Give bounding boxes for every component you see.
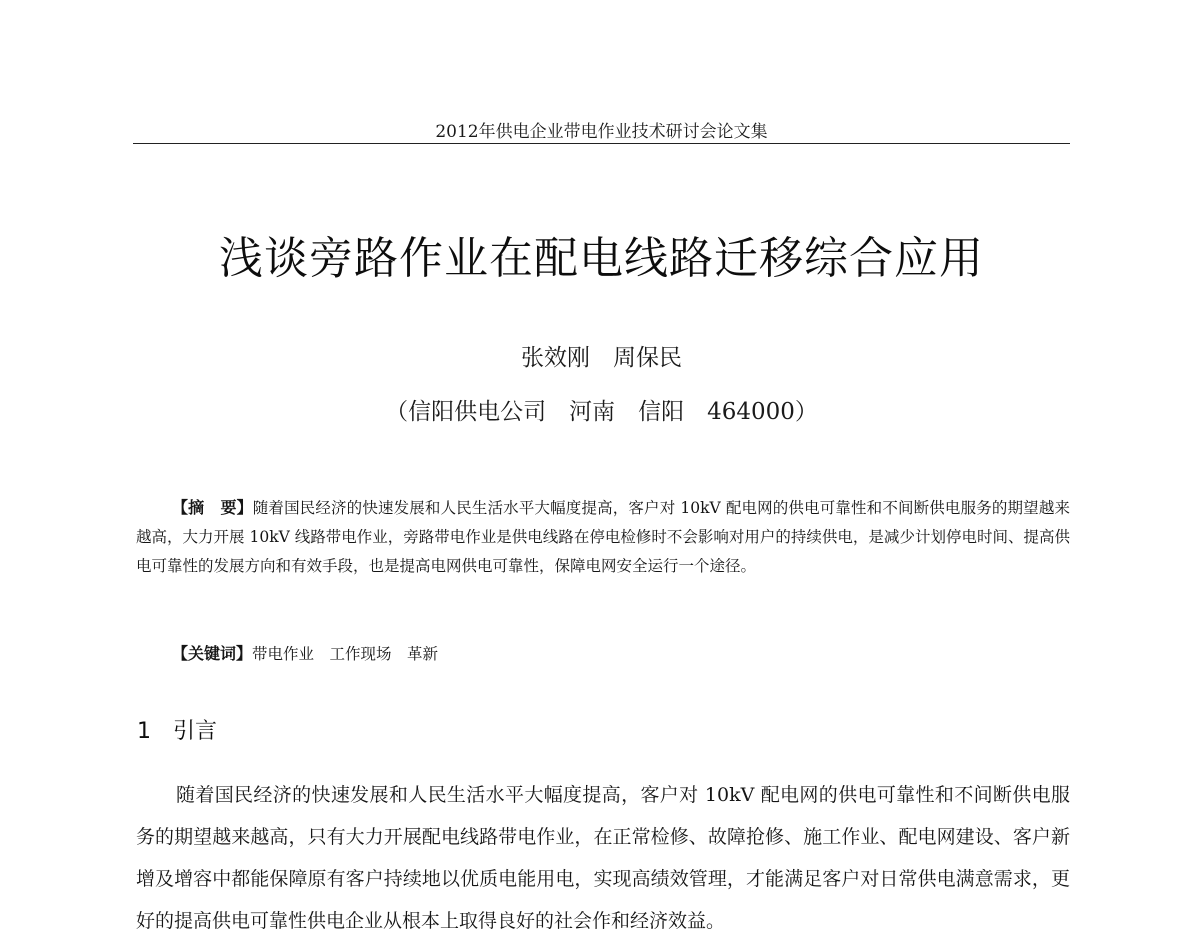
header-rule [133,143,1070,144]
abstract-label: 【摘 要】 [172,498,253,517]
keywords-label: 【关键词】 [172,644,253,663]
paper-affiliation: （信阳供电公司 河南 信阳 464000） [385,399,818,425]
abstract [136,493,1070,581]
keywords [172,639,1070,669]
keywords-text: 带电作业 工作现场 革新 [252,645,439,663]
paper-title: 浅谈旁路作业在配电线路迁移综合应用 [219,233,984,284]
running-header: 2012年供电企业带电作业技术研讨会论文集 [435,122,768,142]
introduction-paragraph: 随着国民经济的快速发展和人民生活水平大幅度提高，客户对 10kV 配电网的供电可靠性和不间断供电服务的期望越来越高，只有大力开展配电线路带电作业，在正常检修、故障抢修、施工作业、配电网建设、客户新增及增容中都能保障原有客户持续地以优质电能用电，实现高绩效管理，才能满足客户对日常供电满意需求，更好的提高供电可靠性供电企业从根本上取得良好的社会作和经济效益。 [136,784,1070,932]
abstract-text: 随着国民经济的快速发展和人民生活水平大幅度提高，客户对 10kV 配电网的供电可靠性和不间断供电服务的期望越来越高，大力开展 10kV 线路带电作业，旁路带电作业是供电线路在停电检修时不会影响对用户的持续供电，是减少计划停电时间、提高供电可靠性的发展方向和有效手段，也是提高电网供电可靠性，保障电网安全运行一个途径。 [136,499,1070,575]
section-heading-introduction: 1 引言 [137,719,217,744]
paper-authors: 张效刚 周保民 [521,345,682,371]
